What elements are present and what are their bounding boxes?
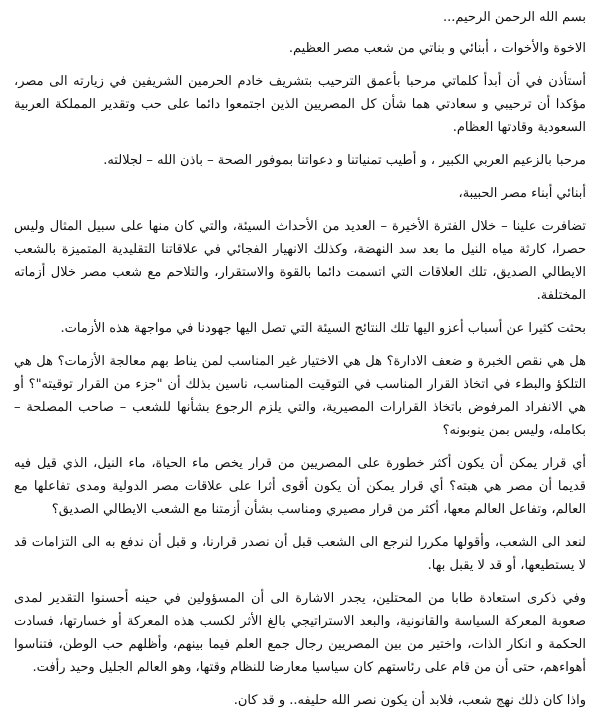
events-paragraph: تضافرت علينا – خلال الفترة الأخيرة – العديد من الأحداث السيئة، والتي كان منها على سبيل المثال وليس حصرا، كارثة مياه النيل ما بعد سد النهضة، وكذلك الانهيار الفجائي في علاقاتنا التقليدية المتميزة بالشعب الايطالي الصديق، تلك العلاقات التي اتسمت دائما بالقوة والاستقرار، والتلاحم مع شعب مصر خلال أزماته المختلفة. (14, 219, 586, 303)
decision-paragraph: أي قرار يمكن أن يكون أكثر خطورة على المصريين من قرار يخص ماء الحياة، ماء النيل، الذي قيل فيه قديما أن مصر هي هبته؟ أي قرار يمكن أن يكون أقوى أثرا على علاقات مصر الدولية ومدى تفاعلها مع العالم، وتفاعل العالم معها، أكثر من قرار مصيري ومناسب بشأن أزمتنا مع الشعب الايطالي الصديق؟ (14, 456, 586, 517)
taba-paragraph: وفي ذكرى استعادة طابا من المحتلين، يجدر الاشارة الى أن المسؤولين في حينه أحسنوا التقدير لمدى صعوبة المعركة السياسة والقانونية، والبعد الاستراتيجي بالغ الأثر لكسب هذه المعركة أو خسارتها، فسادت الحكمة و انكار الذات، واختير من بين المصريين رجال جمع العلم فيما بينهم، وأظلهم حب الوطن، فتناسوا أهواءهم، حتى أن من قام على رئاستهم كان سياسيا معارضا للنظام وقتها، وهو العالم الجليل وحيد رأفت. (14, 591, 586, 675)
questions-paragraph: هل هي نقص الخبرة و ضعف الادارة؟ هل هي الاختيار غير المناسب لمن يناط بهم معالجة الأزمات؟ هل هي التلكؤ والبطء في اتخاذ القرار المناسب في التوقيت المناسب، ناسين بذلك أن "جزء من القرار توقيته"؟ أو هي الانفراد المرفوض باتخاذ القرارات المصيرية، والتي يلزم الرجوع بشأنها للشعب – صاحب المصلحة – بكامله، وليس بمن ينوبونه؟ (14, 354, 586, 438)
wishes-paragraph: مرحبا بالزعيم العربي الكبير ، و أطيب تمنياتنا و دعواتنا بموفور الصحة – باذن الله – لجلالته. (103, 153, 586, 168)
welcome-paragraph: أستأذن في أن أبدأ كلماتي مرحبا بأعمق الترحيب بتشريف خادم الحرمين الشريفين في زيارته الى مصر، مؤكدا أن ترحيبي و سعادتي هما شأن كل المصريين الذين اجتمعوا دائما على حب وتقدير المملكة العربية السعودية وقادتها العظام. (14, 74, 586, 135)
greeting-paragraph: الاخوة والأخوات ، أبنائي و بناتي من شعب مصر العظيم. (288, 41, 586, 56)
basmala-line: بسم الله الرحمن الرحيم... (442, 10, 586, 25)
return-to-people-paragraph: لنعد الى الشعب، وأقولها مكررا لنرجع الى الشعب قبل أن نصدر قرارنا، و قبل أن ندفع به الى التزامات قد لا يستطيعها، أو قد لا يقبل بها. (14, 535, 586, 573)
closing-paragraph: واذا كان ذلك نهج شعب، فلابد أن يكون نصر الله حليفه.. و قد كان. (233, 693, 586, 708)
address-paragraph: أبنائي أبناء مصر الحبيبة، (458, 186, 586, 201)
reasons-paragraph: بحثت كثيرا عن أسباب أعزو اليها تلك النتائج السيئة التي تصل اليها جهودنا في مواجهة هذه الأزمات. (60, 321, 586, 336)
